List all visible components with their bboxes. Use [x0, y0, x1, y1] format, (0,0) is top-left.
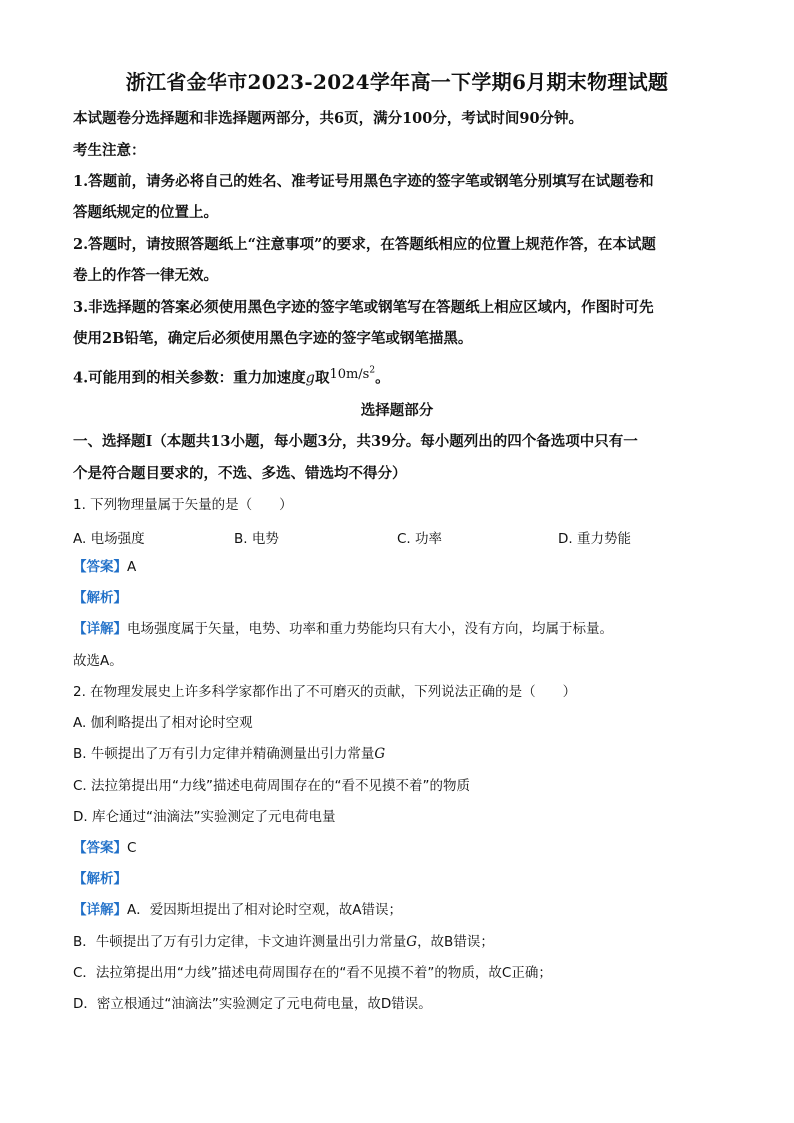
gravity-symbol: g: [305, 370, 315, 387]
q1-analysis: [73, 589, 733, 607]
notice-item-1-line-1: 1.答题前，请务必将自己的姓名、准考证号用黑色字迹的签字笔或钢笔分别填写在试题卷和: [73, 173, 654, 190]
gravitational-constant-symbol: G: [374, 746, 386, 762]
notice-item-3-line-2: 使用2B铅笔，确定后必须使用黑色字迹的签字笔或钢笔描黑。: [73, 330, 473, 347]
section-title: 选择题部分: [360, 402, 434, 419]
q2-detail-b-prefix: B．牛顿提出了万有引力定律，卡文迪许测量出引力常量: [73, 934, 407, 950]
q1-option-d: D. 重力势能: [558, 531, 631, 547]
notice-item-4-prefix: 4.可能用到的相关参数：重力加速度: [73, 369, 306, 387]
q2-option-a: A. 伽利略提出了相对论时空观: [73, 715, 253, 731]
q2-option-d: D. 库仑通过“油滴法”实验测定了元电荷电量: [73, 809, 336, 825]
q2-option-c: C. 法拉第提出用“力线”描述电荷周围存在的“看不见摸不着”的物质: [73, 778, 470, 794]
q2-answer-value: C: [127, 840, 137, 856]
q2-detail-a: [73, 901, 733, 919]
gravity-value-exponent: 2: [369, 366, 376, 376]
q2-option-b: [73, 745, 733, 763]
q1-conclusion: 故选A。: [73, 653, 123, 669]
q2-answer: [73, 839, 733, 857]
q1-answer-value: A: [127, 559, 137, 575]
gravity-value-text: 10m/s: [329, 367, 370, 383]
q2-option-b-text: B. 牛顿提出了万有引力定律并精确测量出引力常量: [73, 746, 375, 762]
part-1-header-line-2: 个是符合题目要求的，不选、多选、错选均不得分）: [73, 465, 407, 482]
answer-label: 【答案】: [73, 559, 127, 575]
q1-option-c: C. 功率: [397, 531, 443, 547]
detail-label: 【详解】: [73, 902, 127, 918]
gravitational-constant-symbol: G: [406, 934, 418, 950]
q1-detail-text: 电场强度属于矢量，电势、功率和重力势能均只有大小，没有方向，均属于标量。: [127, 621, 613, 637]
notice-heading: 考生注意：: [73, 142, 146, 159]
q2-detail-c: C．法拉第提出用“力线”描述电荷周围存在的“看不见摸不着”的物质，故C正确；: [73, 965, 552, 981]
notice-item-1-line-2: 答题纸规定的位置上。: [73, 204, 218, 221]
exam-intro: 本试题卷分选择题和非选择题两部分，共6页，满分100分，考试时间90分钟。: [73, 110, 584, 127]
page-title: 浙江省金华市2023-2024学年高一下学期6月期末物理试题: [125, 70, 669, 94]
detail-label: 【详解】: [73, 621, 127, 637]
q2-stem: 2. 在物理发展史上许多科学家都作出了不可磨灭的贡献，下列说法正确的是（ ）: [73, 684, 577, 700]
q1-option-a: A. 电场强度: [73, 531, 145, 547]
notice-item-4: [73, 366, 733, 388]
q1-detail: [73, 620, 733, 638]
analysis-label: 【解析】: [73, 590, 127, 606]
notice-item-2-line-1: 2.答题时，请按照答题纸上“注意事项”的要求，在答题纸相应的位置上规范作答，在本试题: [73, 236, 656, 253]
notice-item-2-line-2: 卷上的作答一律无效。: [73, 267, 218, 284]
q2-detail-a-text: A．爱因斯坦提出了相对论时空观，故A错误；: [127, 902, 402, 918]
gravity-value: [329, 367, 375, 382]
q2-detail-d: D．密立根通过“油滴法”实验测定了元电荷电量，故D错误。: [73, 996, 432, 1012]
part-1-header-line-1: 一、选择题Ⅰ（本题共13小题，每小题3分，共39分。每小题列出的四个备选项中只有一: [73, 433, 638, 450]
notice-item-4-mid: 取: [314, 369, 330, 387]
notice-item-4-end: 。: [375, 369, 390, 387]
q2-analysis: [73, 870, 733, 888]
answer-label: 【答案】: [73, 840, 127, 856]
q1-option-b: B. 电势: [234, 531, 279, 547]
analysis-label: 【解析】: [73, 871, 127, 887]
q2-detail-b: [73, 933, 733, 951]
q1-answer: [73, 558, 733, 576]
notice-item-3-line-1: 3.非选择题的答案必须使用黑色字迹的签字笔或钢笔写在答题纸上相应区域内，作图时可先: [73, 299, 654, 316]
q2-detail-b-suffix: ，故B错误；: [417, 934, 494, 950]
q1-stem: 1. 下列物理量属于矢量的是（ ）: [73, 497, 293, 513]
